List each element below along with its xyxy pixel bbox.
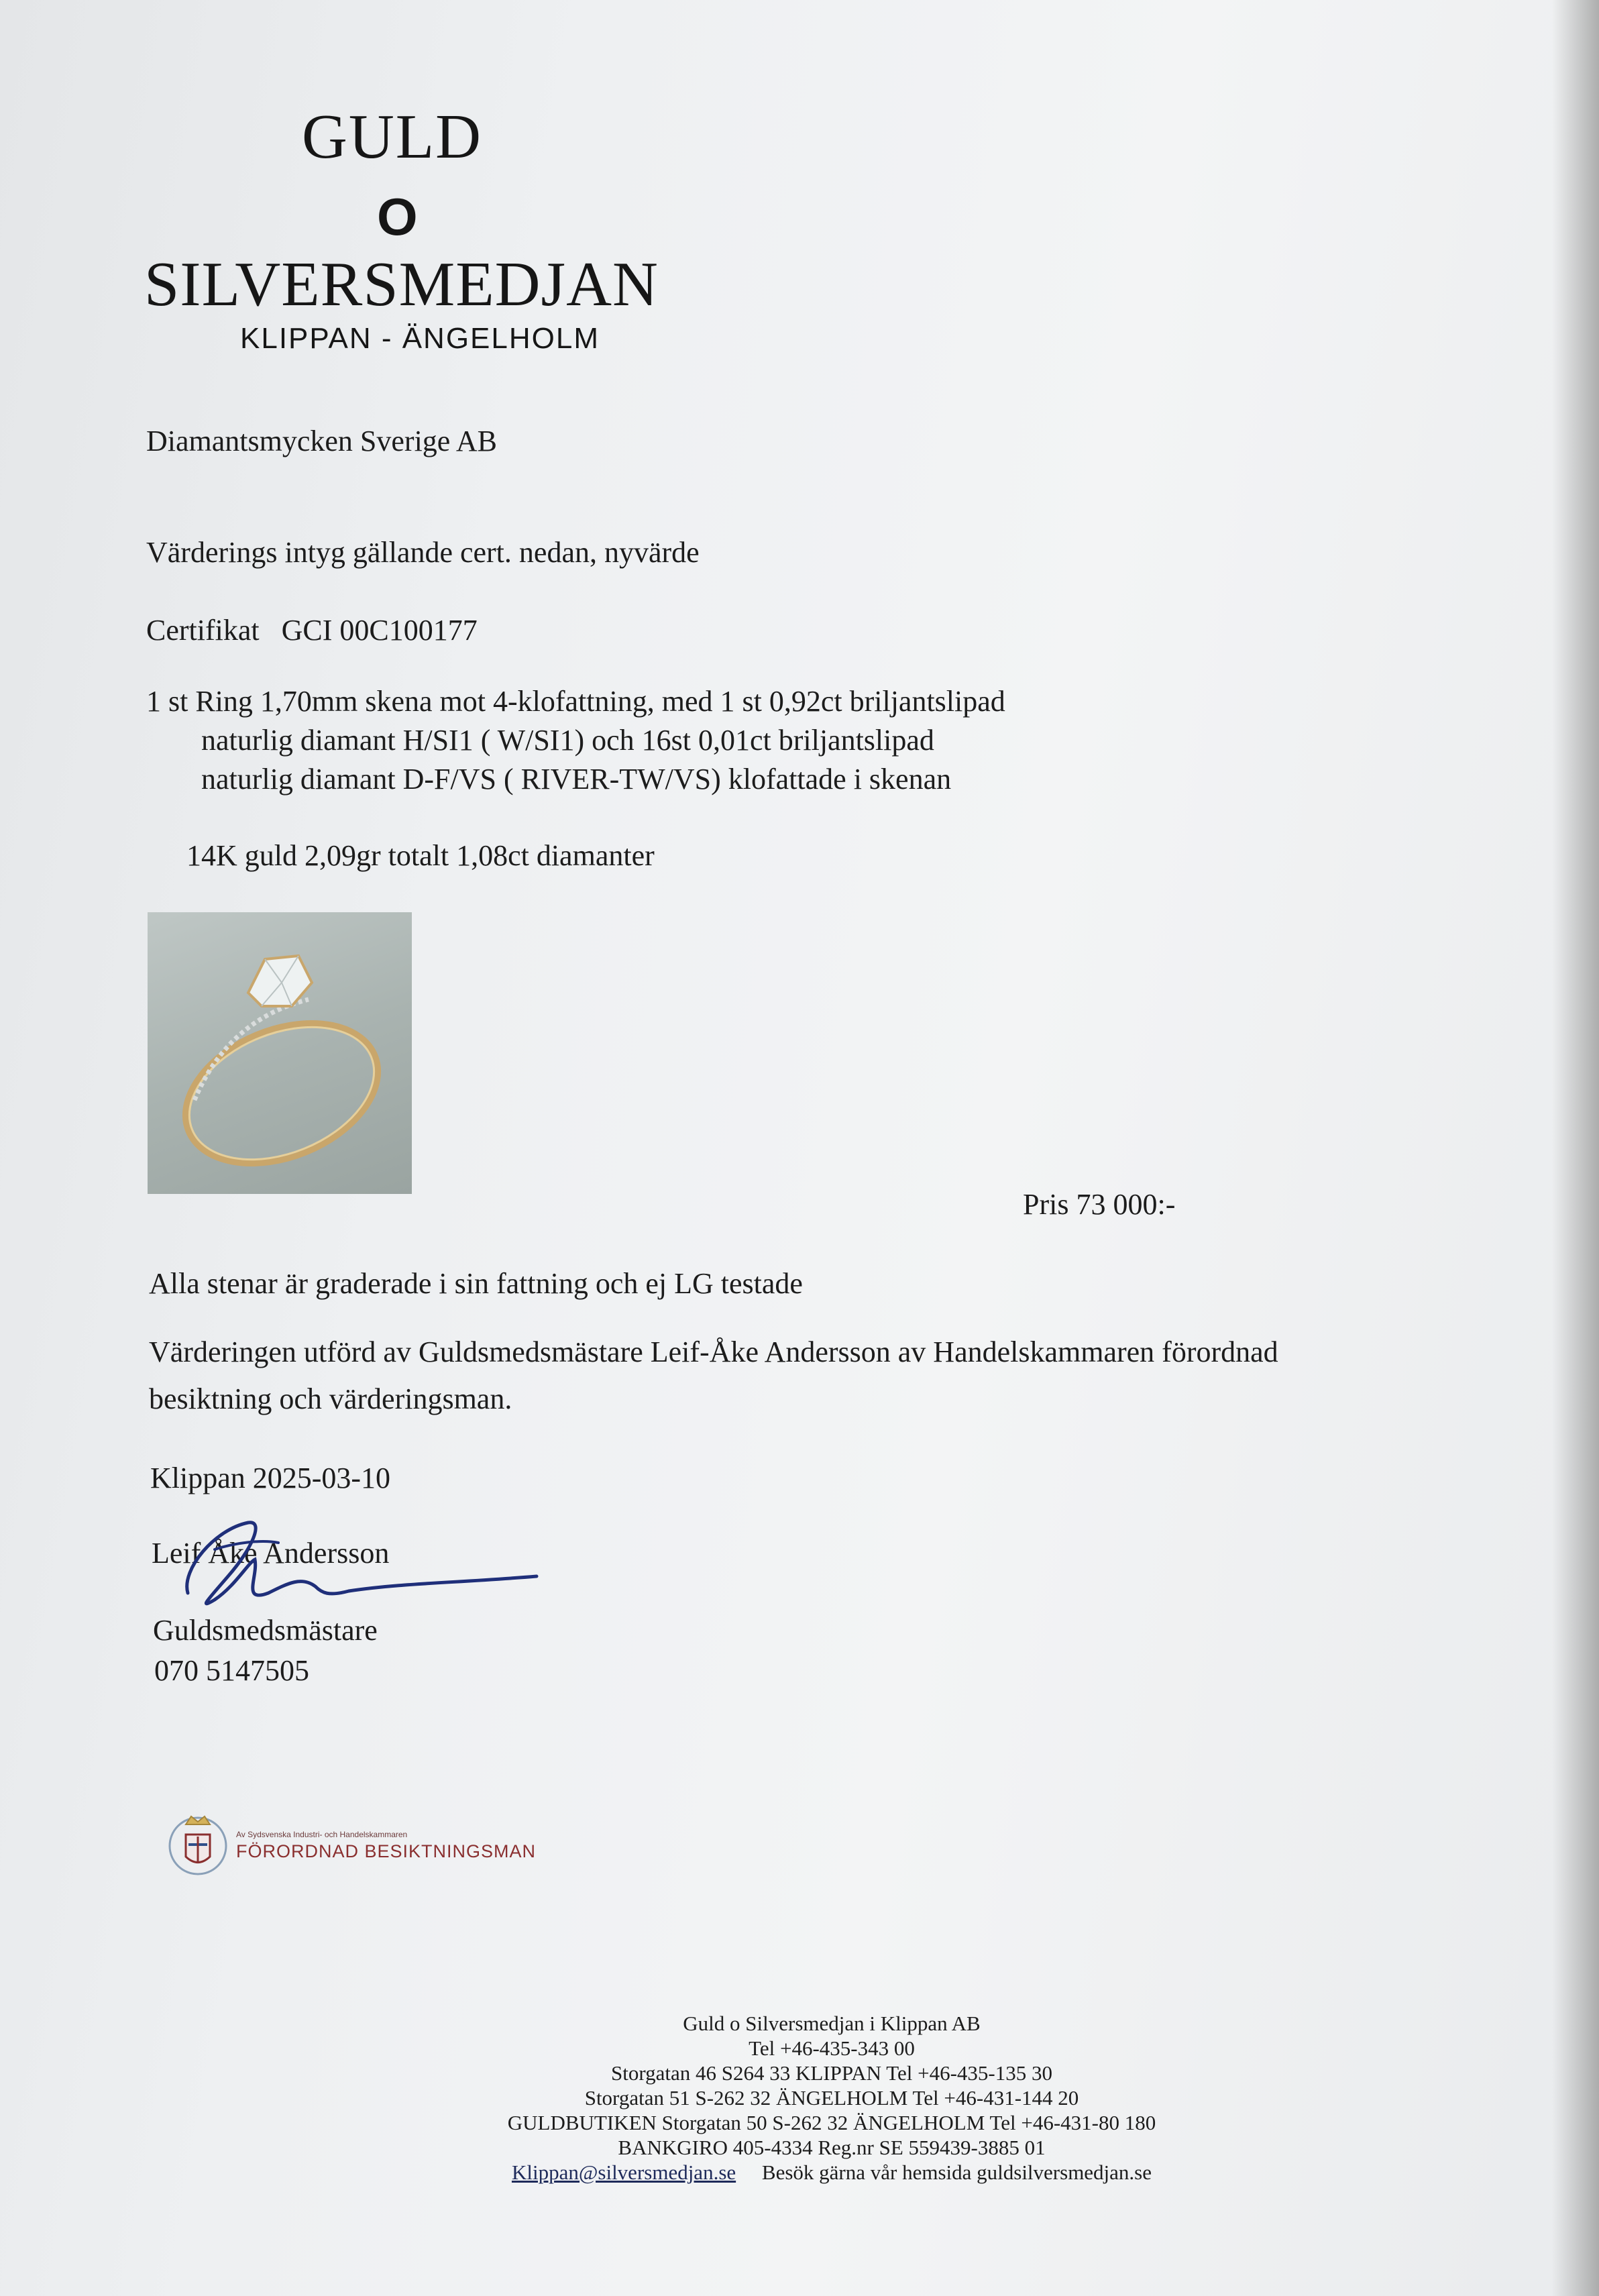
footer-klippan: Storgatan 46 S264 33 KLIPPAN Tel +46-435-135 30: [610, 2061, 1052, 2085]
footer-web: Besök gärna vår hemsida guldsilversmedjan.se: [761, 2161, 1152, 2184]
signer-phone: 070 5147505: [154, 1654, 309, 1687]
appraisal-line-1: Värderingen utförd av Guldsmedsmästare Leif-Åke Andersson av Handelskammaren förordnad: [149, 1335, 1278, 1368]
seal-label: FÖRORDNAD BESIKTNINGSMAN: [236, 1841, 537, 1861]
logo-silversmedjan: SILVERSMEDJAN: [144, 250, 659, 319]
footer-bank: BANKGIRO 405-4334 Reg.nr SE 559439-3885 01: [618, 2136, 1046, 2159]
footer: [402, 2011, 1261, 2185]
description-line-1: 1 st Ring 1,70mm skena mot 4-klofattning, med 1 st 0,92ct briljantslipad: [146, 685, 1005, 718]
price: Pris 73 000:-: [1023, 1188, 1176, 1221]
footer-tel: Tel +46-435-343 00: [749, 2036, 915, 2060]
signer-name: Leif Åke Andersson: [152, 1537, 390, 1570]
footer-email-link[interactable]: Klippan@silversmedjan.se: [511, 2161, 736, 2184]
ring-photo: [148, 912, 412, 1194]
page-shadow: [1552, 0, 1599, 2296]
seal-caption: Av Sydsvenska Industri- och Handelskammaren: [236, 1830, 408, 1839]
footer-guldbutiken: GULDBUTIKEN Storgatan 50 S-262 32 ÄNGELHOLM Tel +46-431-80 180: [507, 2111, 1156, 2134]
description-line-3: naturlig diamant D-F/VS ( RIVER-TW/VS) klofattade i skenan: [201, 763, 952, 796]
logo-guld: GULD: [302, 102, 483, 172]
metal-weight-line: 14K guld 2,09gr totalt 1,08ct diamanter: [186, 839, 655, 872]
signer-title: Guldsmedsmästare: [153, 1614, 378, 1647]
certificate-label: Certifikat: [146, 614, 260, 647]
description-line-2: naturlig diamant H/SI1 ( W/SI1) och 16st 0,01ct briljantslipad: [201, 724, 934, 757]
footer-company: Guld o Silversmedjan i Klippan AB: [683, 2012, 981, 2035]
logo-o: O: [377, 187, 418, 246]
place-date: Klippan 2025-03-10: [150, 1462, 391, 1494]
footer-contact: [402, 2160, 1261, 2185]
certificate-number: GCI 00C100177: [281, 614, 478, 647]
recipient: Diamantsmycken Sverige AB: [146, 425, 498, 457]
certificate-line: [146, 613, 478, 647]
intro-line: Värderings intyg gällande cert. nedan, nyvärde: [146, 536, 700, 569]
chamber-seal-icon: [164, 1804, 231, 1885]
grading-note: Alla stenar är graderade i sin fattning och ej LG testade: [149, 1267, 803, 1300]
footer-angelholm: Storgatan 51 S-262 32 ÄNGELHOLM Tel +46-431-144 20: [584, 2086, 1079, 2110]
handwritten-signature: [134, 1476, 550, 1637]
logo-location: KLIPPAN - ÄNGELHOLM: [240, 322, 600, 355]
appraisal-line-2: besiktning och värderingsman.: [149, 1382, 512, 1415]
